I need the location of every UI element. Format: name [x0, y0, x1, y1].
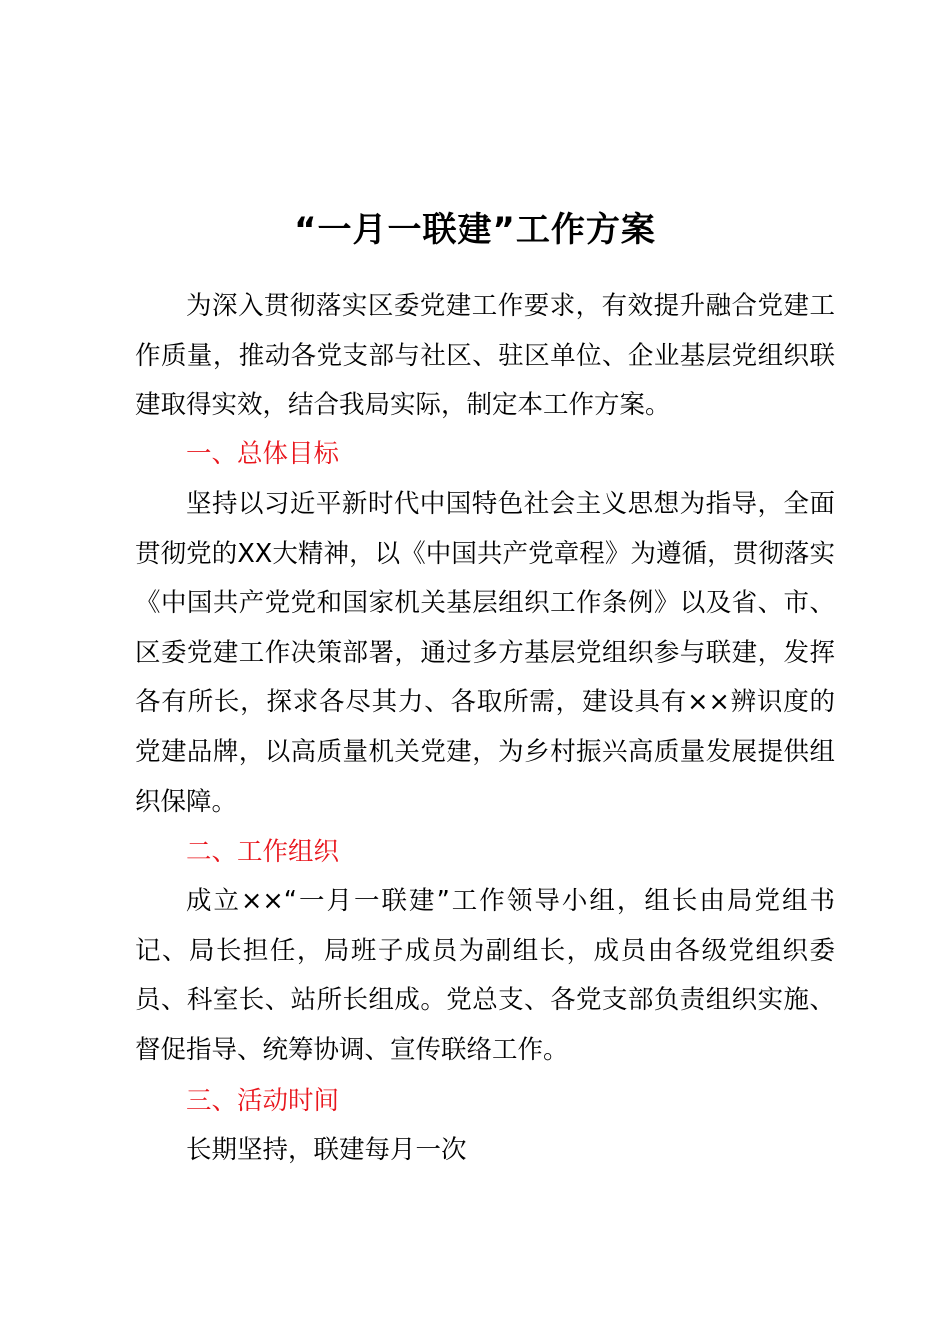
intro-paragraph: 为深入贯彻落实区委党建工作要求，有效提升融合党建工作质量，推动各党支部与社区、驻区单位、企业基层党组织联建取得实效，结合我局实际，制定本工作方案。	[135, 291, 835, 421]
section-body-organization: 成立××“一月一联建”工作领导小组，组长由局党组书记、局长担任，局班子成员为副组长，成员由各级党组织委员、科室长、站所长组成。党总支、各党支部负责组织实施、督促指导、统筹协调、宣传联络工作。	[135, 886, 835, 1065]
section-heading-organization: 二、工作组织	[186, 837, 340, 867]
section-body-goal: 坚持以习近平新时代中国特色社会主义思想为指导，全面贯彻党的XX大精神，以《中国共产党章程》为遵循，贯彻落实《中国共产党党和国家机关基层组织工作条例》以及省、市、区委党建工作决策部署，通过多方基层党组织参与联建，发挥各有所长，探求各尽其力、各取所需，建设具有××辨识度的党建品牌，以高质量机关党建，为乡村振兴高质量发展提供组织保障。	[135, 489, 835, 817]
document-title: “一月一联建”工作方案	[294, 210, 656, 250]
section-heading-time: 三、活动时间	[186, 1086, 340, 1116]
section-heading-goal: 一、总体目标	[186, 439, 340, 469]
section-body-time: 长期坚持，联建每月一次	[186, 1135, 467, 1165]
